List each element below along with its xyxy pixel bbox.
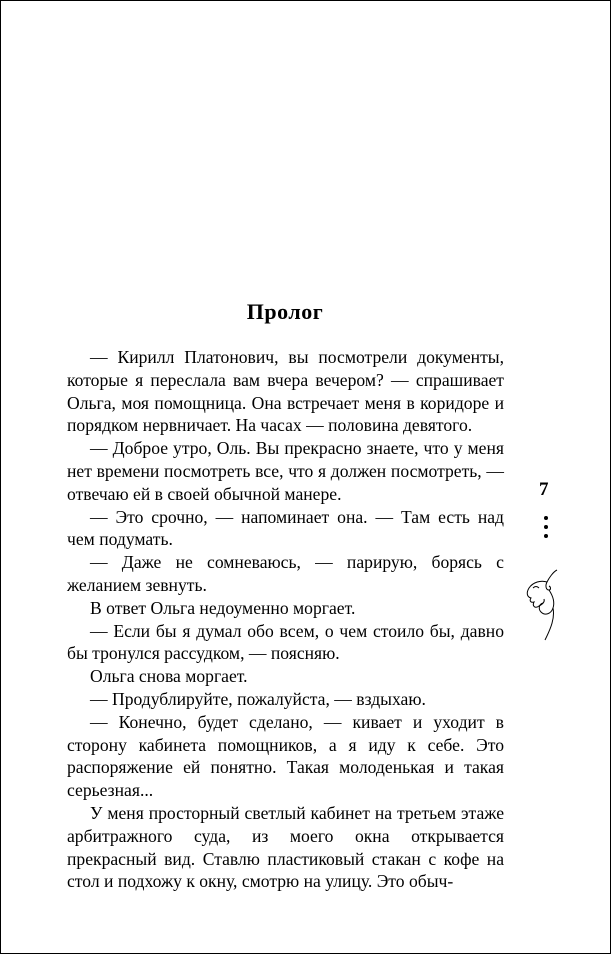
dot	[544, 516, 548, 520]
chapter-title: Пролог	[246, 299, 324, 324]
page-number: 7	[539, 479, 549, 500]
paragraph: — Это срочно, — напоминает она. — Там есть над чем подумать.	[67, 506, 504, 550]
paragraph: В ответ Ольга недоуменно моргает.	[90, 597, 356, 618]
paragraph: — Доброе утро, Оль. Вы прекрасно знаете, что у меня нет времени посмотреть все, что я должен посмотреть, — отвечаю ей в своей обычной манере.	[67, 438, 504, 504]
paragraph: — Даже не сомневаюсь, — парирую, борясь с желанием зевнуть.	[67, 552, 504, 595]
dot	[544, 534, 548, 538]
paragraph: У меня просторный светлый кабинет на третьем этаже арбитражного суда, из моего окна открывается прекрасный вид. Ставлю пластиковый стакан с кофе на стол и подхожу к окну, смотрю на улицу. Это обыч-	[67, 802, 504, 892]
paragraph: — Конечно, будет сделано, — кивает и уходит в сторону кабинета помощников, а я иду к себе. Это распоряжение ей понятно. Такая молоденькая и такая серьезная...	[67, 711, 504, 801]
paragraph: — Кирилл Платонович, вы посмотрели документы, которые я переслала вам вчера вечером? — спрашивает Ольга, моя помощница. Она встречает меня в коридоре и порядком нервничает. На часах — половина девятого.	[67, 347, 504, 436]
body-text	[67, 346, 504, 893]
dot	[544, 525, 548, 529]
face-profile-icon	[519, 566, 567, 644]
paragraph: Ольга снова моргает.	[90, 666, 248, 687]
paragraph: — Если бы я думал обо всем, о чем стоило бы, давно бы тронулся рассудком, — поясняю.	[67, 620, 504, 664]
paragraph: — Продублируйте, пожалуйста, — вздыхаю.	[90, 688, 426, 709]
decorative-dots	[542, 516, 550, 543]
